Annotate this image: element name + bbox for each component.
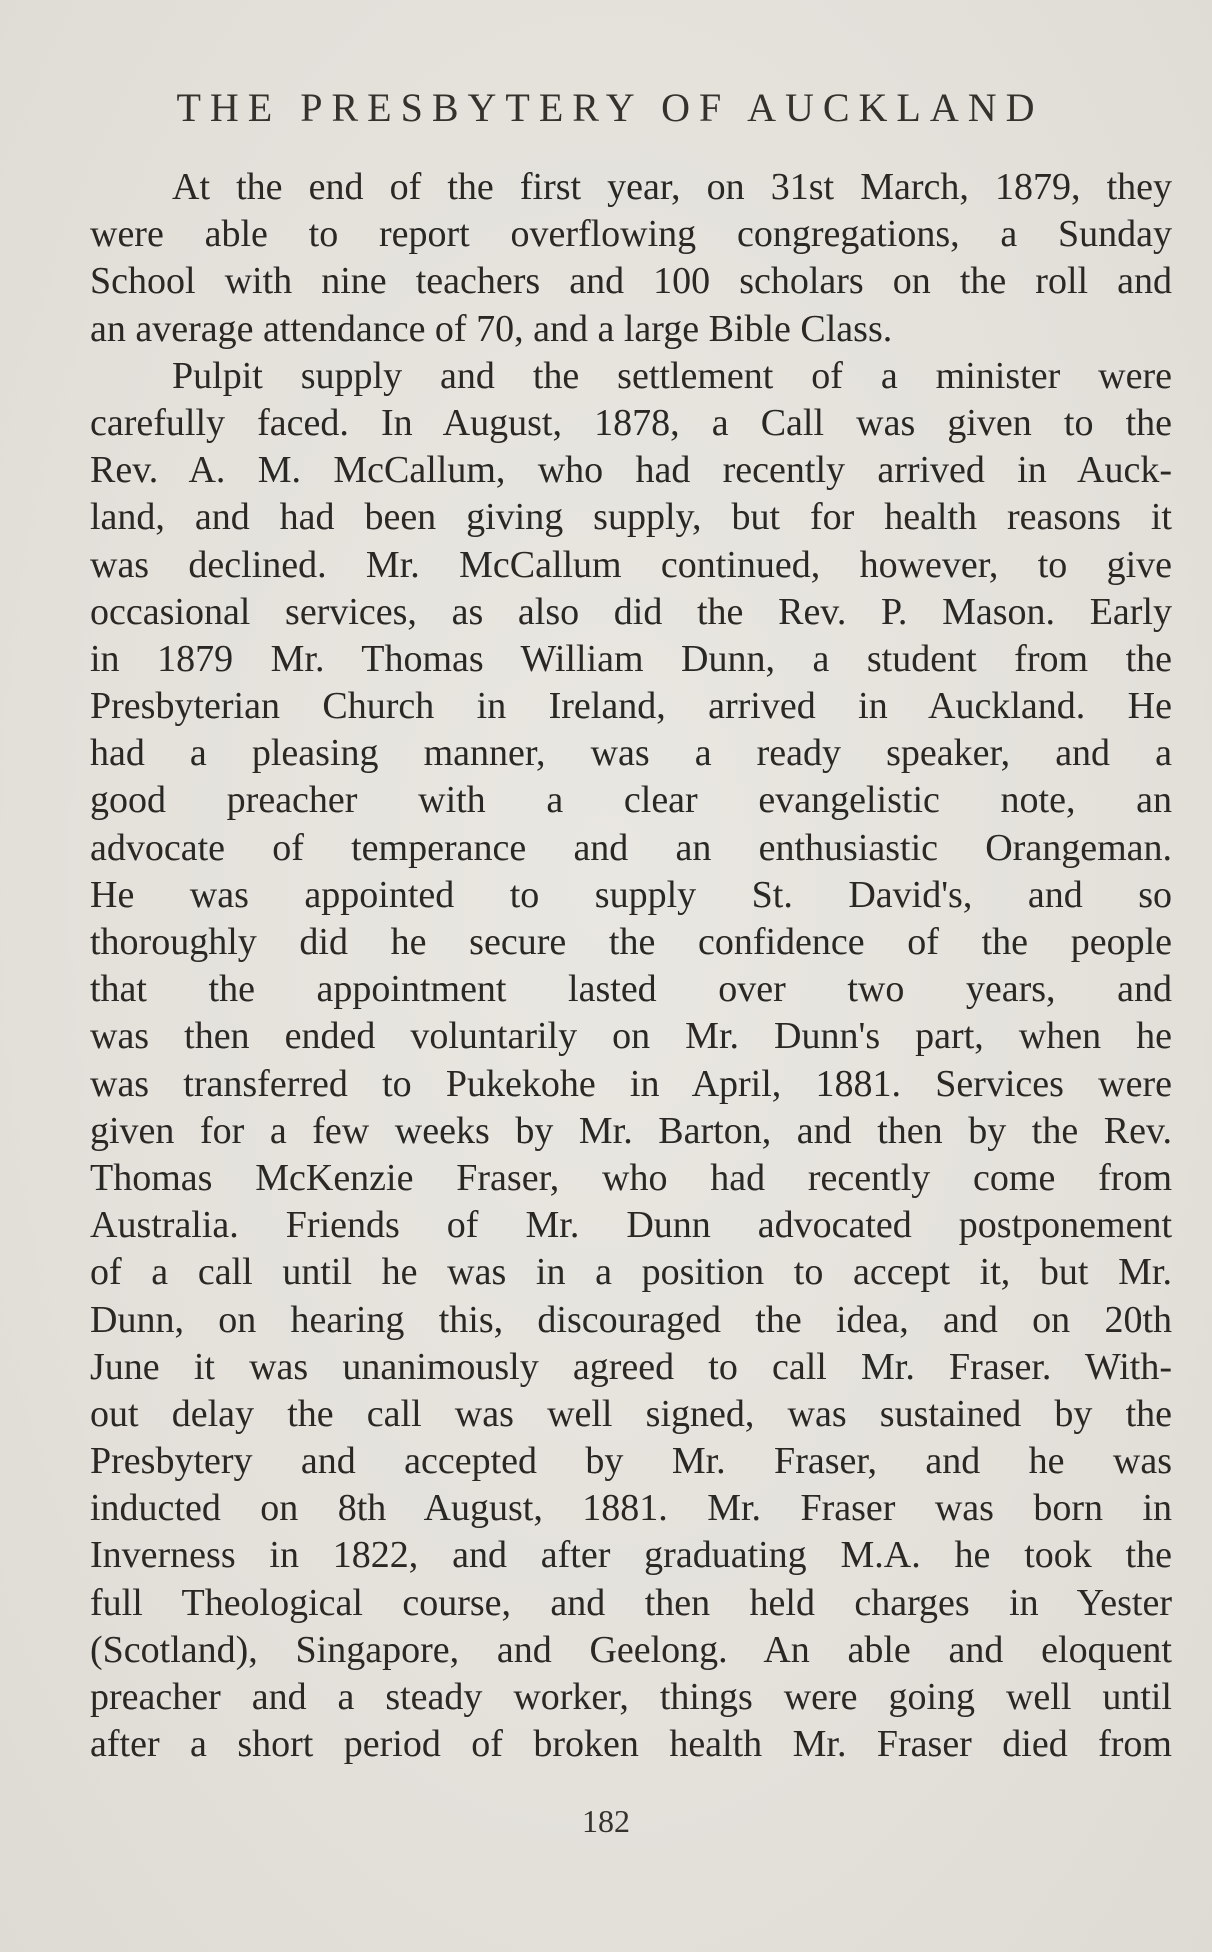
text-line: in 1879 Mr. Thomas William Dunn, a student from the [90, 637, 1172, 680]
text-line: that the appointment lasted over two years, and [90, 968, 1172, 1011]
text-line: June it was unanimously agreed to call Mr. Fraser. With- [90, 1345, 1172, 1388]
text-line: given for a few weeks by Mr. Barton, and then by the Rev. [90, 1109, 1172, 1152]
text-line: had a pleasing manner, was a ready speaker, and a [90, 732, 1172, 775]
page-number: 182 [582, 1803, 630, 1839]
text-line: School with nine teachers and 100 scholars on the roll and [90, 260, 1172, 303]
text-line: He was appointed to supply St. David's, and so [90, 873, 1172, 916]
text-line: were able to report overflowing congregations, a Sunday [90, 213, 1172, 256]
text-line: (Scotland), Singapore, and Geelong. An able and eloquent [90, 1628, 1172, 1671]
text-line: Dunn, on hearing this, discouraged the idea, and on 20th [90, 1298, 1172, 1341]
text-line: Presbyterian Church in Ireland, arrived in Auckland. He [90, 685, 1172, 728]
text-line: Presbytery and accepted by Mr. Fraser, and he was [90, 1440, 1172, 1483]
text-line: was then ended voluntarily on Mr. Dunn's part, when he [90, 1015, 1172, 1058]
text-line: carefully faced. In August, 1878, a Call was given to the [90, 401, 1172, 444]
running-head: THE PRESBYTERY OF AUCKLAND [176, 85, 1044, 130]
text-line: out delay the call was well signed, was sustained by the [90, 1392, 1172, 1435]
text-line: after a short period of broken health Mr. Fraser died from [90, 1723, 1172, 1766]
text-line: of a call until he was in a position to accept it, but Mr. [90, 1251, 1172, 1294]
text-line: preacher and a steady worker, things were going well until [90, 1676, 1172, 1718]
text-line: Thomas McKenzie Fraser, who had recently come from [90, 1156, 1172, 1199]
text-line: full Theological course, and then held charges in Yester [90, 1581, 1172, 1624]
text-line: land, and had been giving supply, but for health reasons it [90, 496, 1172, 539]
text-line: an average attendance of 70, and a large Bible Class. [90, 307, 893, 350]
body-text [90, 164, 1172, 1768]
text-line: At the end of the first year, on 31st March, 1879, they [172, 166, 1172, 208]
text-line: Inverness in 1822, and after graduating M.A. he took the [90, 1534, 1172, 1577]
text-line: advocate of temperance and an enthusiastic Orangeman. [90, 826, 1172, 869]
text-line: occasional services, as also did the Rev. P. Mason. Early [90, 590, 1172, 633]
text-line: Rev. A. M. McCallum, who had recently arrived in Auck- [90, 449, 1172, 492]
text-line: inducted on 8th August, 1881. Mr. Fraser was born in [90, 1487, 1172, 1530]
text-line: Pulpit supply and the settlement of a minister were [172, 354, 1172, 397]
text-line: thoroughly did he secure the confidence of the people [90, 921, 1172, 963]
text-line: was transferred to Pukekohe in April, 1881. Services were [90, 1062, 1172, 1105]
text-line: good preacher with a clear evangelistic note, an [90, 779, 1172, 822]
text-line: Australia. Friends of Mr. Dunn advocated postponement [90, 1204, 1172, 1247]
text-line: was declined. Mr. McCallum continued, however, to give [90, 543, 1172, 586]
